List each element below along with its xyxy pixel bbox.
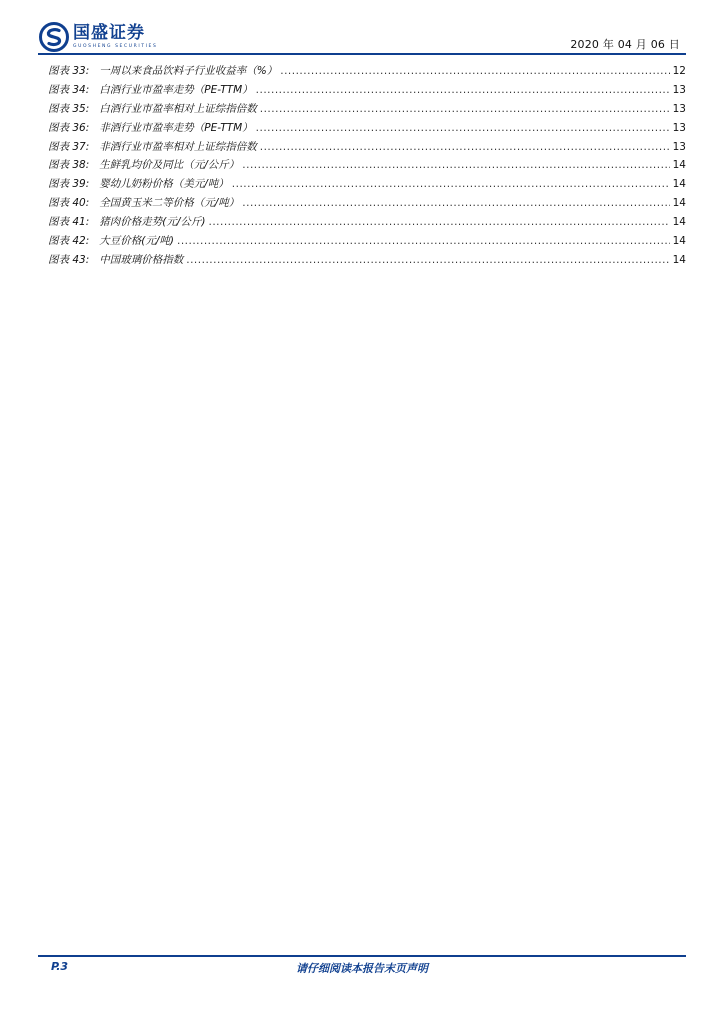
toc-entry-page: 14: [672, 159, 686, 172]
toc-entry-page: 14: [672, 197, 686, 210]
toc-entry-page: 14: [672, 216, 686, 229]
header-divider: [38, 53, 686, 55]
toc-entry[interactable]: [48, 194, 686, 213]
toc-entry-title: 猪肉价格走势(元/公斤): [99, 216, 206, 229]
toc-entry-label: 图表 41:: [48, 216, 90, 229]
toc-leader-dots: [280, 62, 669, 81]
toc-leader-dots: [186, 251, 669, 270]
toc-entry-label: 图表 42:: [48, 235, 90, 248]
toc-entry-label: 图表 40:: [48, 197, 90, 210]
logo-icon: [39, 22, 69, 52]
toc-leader-dots: [232, 175, 670, 194]
toc-entry-label: 图表 35:: [48, 102, 90, 115]
toc-entry[interactable]: [48, 232, 686, 251]
toc-entry-label: 图表 36:: [48, 121, 90, 134]
toc-entry[interactable]: [48, 138, 686, 157]
brand-name: 国盛证券: [73, 23, 145, 43]
toc-entry-title: 非酒行业市盈率走势（PE-TTM）: [99, 121, 253, 134]
toc-leader-dots: [256, 119, 670, 138]
toc-entry-label: 图表 43:: [48, 253, 90, 266]
toc-entry-title: 全国黄玉米二等价格（元/吨）: [99, 197, 240, 210]
toc-entry[interactable]: [48, 62, 686, 81]
toc-entry[interactable]: [48, 175, 686, 194]
toc-leader-dots: [242, 194, 669, 213]
toc-entry[interactable]: [48, 119, 686, 138]
page-number: P.3: [51, 960, 69, 973]
toc-leader-dots: [260, 138, 670, 157]
toc-entry-page: 14: [672, 253, 686, 266]
brand-name-english: GUOSHENG SECURITIES: [73, 44, 158, 49]
toc-entry-label: 图表 38:: [48, 159, 90, 172]
toc-entry-page: 13: [672, 121, 686, 134]
toc-entry-title: 中国玻璃价格指数: [99, 253, 184, 266]
toc-leader-dots: [242, 156, 669, 175]
toc-entry-page: 13: [672, 140, 686, 153]
toc-entry[interactable]: [48, 213, 686, 232]
figure-index-list: [48, 62, 686, 270]
toc-entry[interactable]: [48, 251, 686, 270]
company-logo: [39, 22, 157, 52]
toc-entry[interactable]: [48, 156, 686, 175]
toc-entry-page: 13: [672, 83, 686, 96]
disclaimer-note: 请仔细阅读本报告末页声明: [296, 962, 428, 975]
toc-entry-page: 14: [672, 178, 686, 191]
toc-entry-title: 生鲜乳均价及同比（元/公斤）: [99, 159, 240, 172]
toc-entry[interactable]: [48, 81, 686, 100]
toc-entry[interactable]: [48, 100, 686, 119]
toc-leader-dots: [177, 232, 670, 251]
toc-entry-title: 一周以来食品饮料子行业收益率（%）: [99, 65, 278, 77]
toc-entry-label: 图表 37:: [48, 140, 90, 153]
page-header: [0, 0, 724, 60]
toc-entry-title: 白酒行业市盈率相对上证综指倍数: [99, 102, 257, 115]
toc-entry-label: 图表 33:: [48, 65, 90, 77]
toc-entry-title: 大豆价格(元/吨): [99, 235, 174, 248]
toc-entry-title: 白酒行业市盈率走势（PE-TTM）: [99, 83, 253, 96]
toc-entry-page: 12: [672, 65, 686, 77]
report-date: 2020 年 04 月 06 日: [570, 38, 680, 51]
toc-leader-dots: [260, 100, 670, 119]
toc-entry-label: 图表 39:: [48, 178, 90, 191]
toc-entry-title: 非酒行业市盈率相对上证综指倍数: [99, 140, 257, 153]
toc-entry-label: 图表 34:: [48, 83, 90, 96]
toc-leader-dots: [208, 213, 669, 232]
toc-entry-page: 14: [672, 235, 686, 248]
footer-divider: [38, 955, 686, 957]
toc-entry-title: 婴幼儿奶粉价格（美元/吨）: [99, 178, 229, 191]
toc-entry-page: 13: [672, 102, 686, 115]
toc-leader-dots: [256, 81, 670, 100]
